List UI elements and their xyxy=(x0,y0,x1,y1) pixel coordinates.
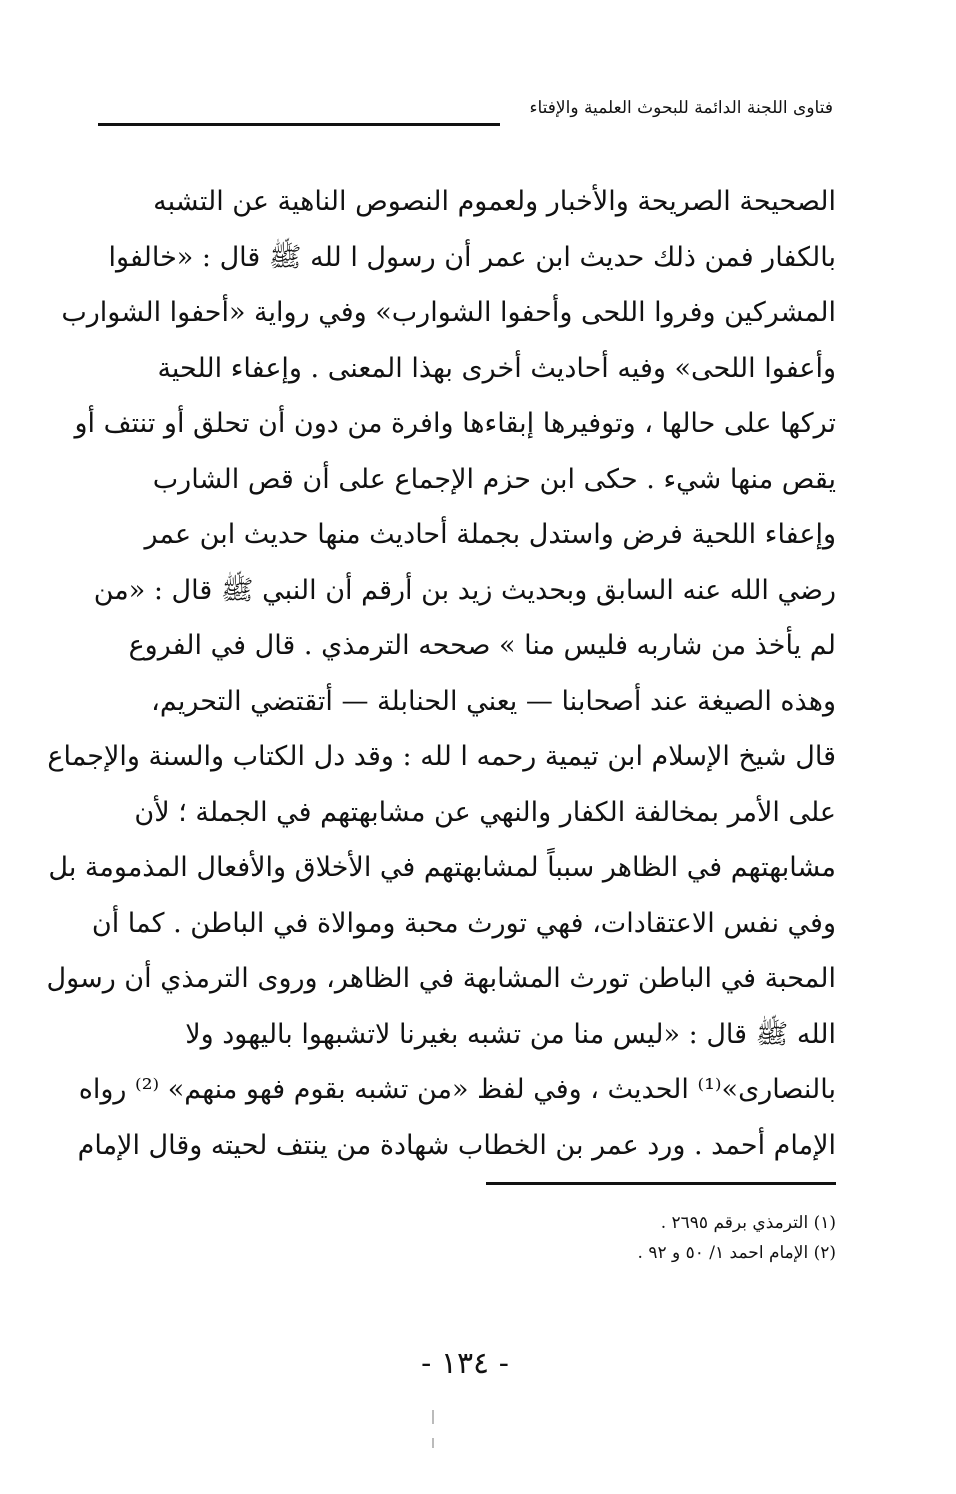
body-line: مشابهتهم في الظاهر سبباً لمشابهتهم في الأخلاق والأفعال المذمومة بل xyxy=(48,852,836,883)
running-header xyxy=(98,98,833,132)
footnote-item: (٢) الإمام احمد ١/ ٥٠ و ٩٢ . xyxy=(637,1243,836,1263)
body-line: وفي نفس الاعتقادات، فهي تورث محبة وموالاة في الباطن . كما أن xyxy=(91,907,836,939)
body-line: يقص منها شيء . حكى ابن حزم الإجماع على أن قص الشارب xyxy=(152,463,836,495)
page-number: - ١٣٤ - xyxy=(421,1346,509,1381)
body-line: لم يأخذ من شاربه فليس منا » صححه الترمذي . قال في الفروع xyxy=(128,630,836,661)
body-line: الإمام أحمد . ورد عمر بن الخطاب شهادة من ينتف لحيته وقال الإمام xyxy=(77,1129,836,1161)
body-line: المشركين وفروا اللحى وأحفوا الشوارب» وفي رواية «أحفوا الشوارب xyxy=(61,297,836,328)
body-line: وهذه الصيغة عند أصحابنا — يعني الحنابلة — أتقتضي التحريم، xyxy=(151,685,836,717)
body-line: رضي الله عنه السابق وبحديث زيد بن أرقم أن النبي ﷺ قال : «من xyxy=(93,574,836,606)
footnote-rule xyxy=(486,1182,836,1185)
body-line: وإعفاء اللحية فرض واستدل بجملة أحاديث منها حديث ابن عمر xyxy=(144,519,836,550)
body-line: بالنصارى»⁽¹⁾ الحديث ، وفي لفظ «من تشبه بقوم فهو منهم» ⁽²⁾ رواه xyxy=(78,1074,836,1105)
header-title: فتاوى اللجنة الدائمة للبحوث العلمية والإفتاء xyxy=(529,98,833,118)
footnote-item: (١) الترمذي برقم ٢٦٩٥ . xyxy=(660,1213,836,1233)
header-rule xyxy=(98,123,500,126)
body-line: المحبة في الباطن تورث المشابهة في الظاهر، وروى الترمذي أن رسول xyxy=(46,963,836,994)
scan-mark xyxy=(432,1410,434,1424)
body-line: وأعفوا اللحى» وفيه أحاديث أخرى بهذا المعنى . وإعفاء اللحية xyxy=(157,352,836,384)
footnotes xyxy=(116,1208,836,1268)
body-line: تركها على حالها ، وتوفيرها إبقاءها وافرة من دون أن تحلق أو تنتف أو xyxy=(74,408,836,439)
body-line: الصحيحة الصريحة والأخبار ولعموم النصوص الناهية عن التشبه xyxy=(153,186,836,217)
body-line: الله ﷺ قال : «ليس منا من تشبه بغيرنا لاتشبهوا باليهود ولا xyxy=(185,1018,836,1050)
body-text xyxy=(46,174,836,1173)
body-line: بالكفار فمن ذلك حديث ابن عمر أن رسول ا لله ﷺ قال : «خالفوا xyxy=(108,241,836,273)
body-line: قال شيخ الإسلام ابن تيمية رحمه ا لله : وقد دل الكتاب والسنة والإجماع xyxy=(47,741,836,772)
body-line: على الأمر بمخالفة الكفار والنهي عن مشابهتهم في الجملة ؛ لأن xyxy=(134,796,836,828)
scan-mark xyxy=(432,1438,434,1448)
